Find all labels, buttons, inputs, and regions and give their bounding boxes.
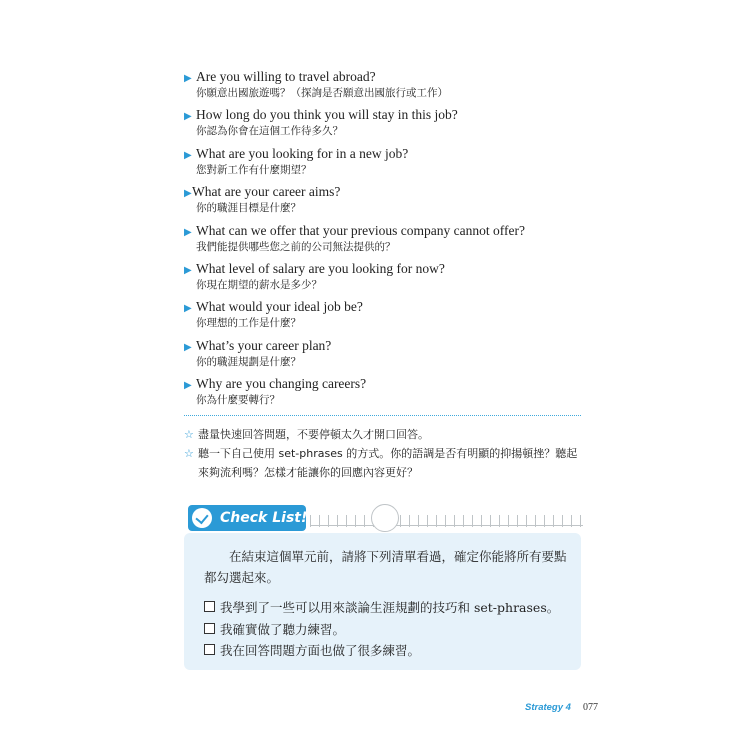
tip-item: [184, 444, 584, 482]
question-en: [184, 68, 376, 87]
checklist-item[interactable]: [204, 622, 345, 638]
star-icon: ☆: [184, 428, 194, 441]
question-text: Are you willing to travel abroad?: [196, 69, 376, 84]
checkbox-icon[interactable]: [204, 644, 215, 655]
page-footer: [525, 702, 598, 713]
question-item: [184, 337, 584, 375]
question-zh: 你理想的工作是什麼？: [196, 317, 301, 330]
question-text: What’s your career plan?: [196, 337, 332, 353]
question-text: What would your ideal job be?: [196, 299, 363, 315]
question-item: [184, 68, 584, 106]
question-en: [184, 145, 408, 164]
checklist-item[interactable]: [204, 643, 420, 659]
checklist-item[interactable]: [204, 600, 559, 616]
star-icon: ☆: [184, 447, 194, 460]
triangle-bullet-icon: ▶: [184, 188, 192, 200]
tips-list: [184, 425, 584, 482]
ruler-line: [310, 525, 583, 526]
checklist-item-label: 我學到了一些可以用來談論生涯規劃的技巧和 set-phrases。: [220, 600, 560, 615]
ring-decoration: [371, 504, 399, 532]
tip-text: 盡量快速回答問題，不要停頓太久才開口回答。: [198, 428, 429, 441]
question-zh: 你現在期望的薪水是多少？: [196, 278, 322, 291]
question-en: [184, 337, 331, 356]
checklist-header: [188, 503, 583, 533]
checkbox-icon[interactable]: [204, 601, 215, 612]
tip-item: [184, 425, 584, 444]
triangle-bullet-icon: ▶: [184, 303, 192, 315]
triangle-bullet-icon: ▶: [184, 341, 192, 353]
triangle-bullet-icon: ▶: [184, 111, 192, 123]
question-item: [184, 375, 584, 413]
question-zh: 你的職涯規劃是什麼？: [196, 355, 301, 368]
checklist-title: Check List!: [220, 510, 308, 526]
checkbox-icon[interactable]: [204, 623, 215, 634]
checklist-item-label: 我確實做了聽力練習。: [220, 622, 346, 637]
triangle-bullet-icon: ▶: [184, 226, 192, 238]
page-number: 077: [582, 702, 598, 713]
question-en: [184, 260, 445, 279]
question-text: How long do you think you will stay in this job?: [196, 107, 458, 123]
question-zh: 我們能提供哪些您之前的公司無法提供的？: [196, 240, 396, 253]
question-zh: 你的職涯目標是什麼？: [196, 202, 301, 215]
question-item: [184, 222, 584, 260]
question-en: [184, 106, 458, 125]
triangle-bullet-icon: ▶: [184, 149, 192, 161]
dotted-divider: [184, 415, 581, 416]
question-zh: 您對新工作有什麼期望？: [196, 163, 312, 176]
question-en: [184, 375, 366, 394]
question-item: [184, 183, 584, 221]
checklist-intro: 在結束這個單元前，請將下列清單看過，確定你能將所有要點都勾選起來。: [204, 549, 567, 585]
question-item: [184, 145, 584, 183]
question-text: What are your career aims?: [192, 184, 341, 200]
question-zh: 你認為你會在這個工作待多久？: [196, 125, 343, 138]
question-text: What level of salary are you looking for now?: [196, 260, 445, 276]
question-en: [184, 222, 525, 241]
question-item: [184, 260, 584, 298]
question-zh: 你願意出國旅遊嗎？（探詢是否願意出國旅行或工作）: [196, 87, 448, 99]
question-en: [184, 183, 340, 202]
triangle-bullet-icon: ▶: [184, 380, 192, 392]
question-item: [184, 298, 584, 336]
question-text: What are you looking for in a new job?: [196, 145, 409, 161]
question-text: Why are you changing careers?: [196, 376, 367, 392]
triangle-bullet-icon: ▶: [184, 264, 192, 276]
checklist-badge: [188, 505, 306, 531]
question-en: [184, 298, 363, 317]
triangle-bullet-icon: ▶: [184, 73, 192, 84]
strategy-label: Strategy 4: [525, 702, 571, 713]
checklist-item-label: 我在回答問題方面也做了很多練習。: [220, 643, 421, 658]
question-item: [184, 106, 584, 144]
checklist-box: [184, 533, 581, 670]
checkmark-icon: [192, 508, 212, 528]
question-zh: 你為什麼要轉行？: [196, 394, 280, 407]
tip-text: 聽一下自己使用 set-phrases 的方式。你的語調是否有明顯的抑揚頓挫？聽起來夠流利嗎？怎樣才能讓你的回應內容更好？: [198, 447, 578, 479]
question-list: [184, 68, 584, 414]
question-text: What can we offer that your previous company cannot offer?: [196, 222, 525, 238]
